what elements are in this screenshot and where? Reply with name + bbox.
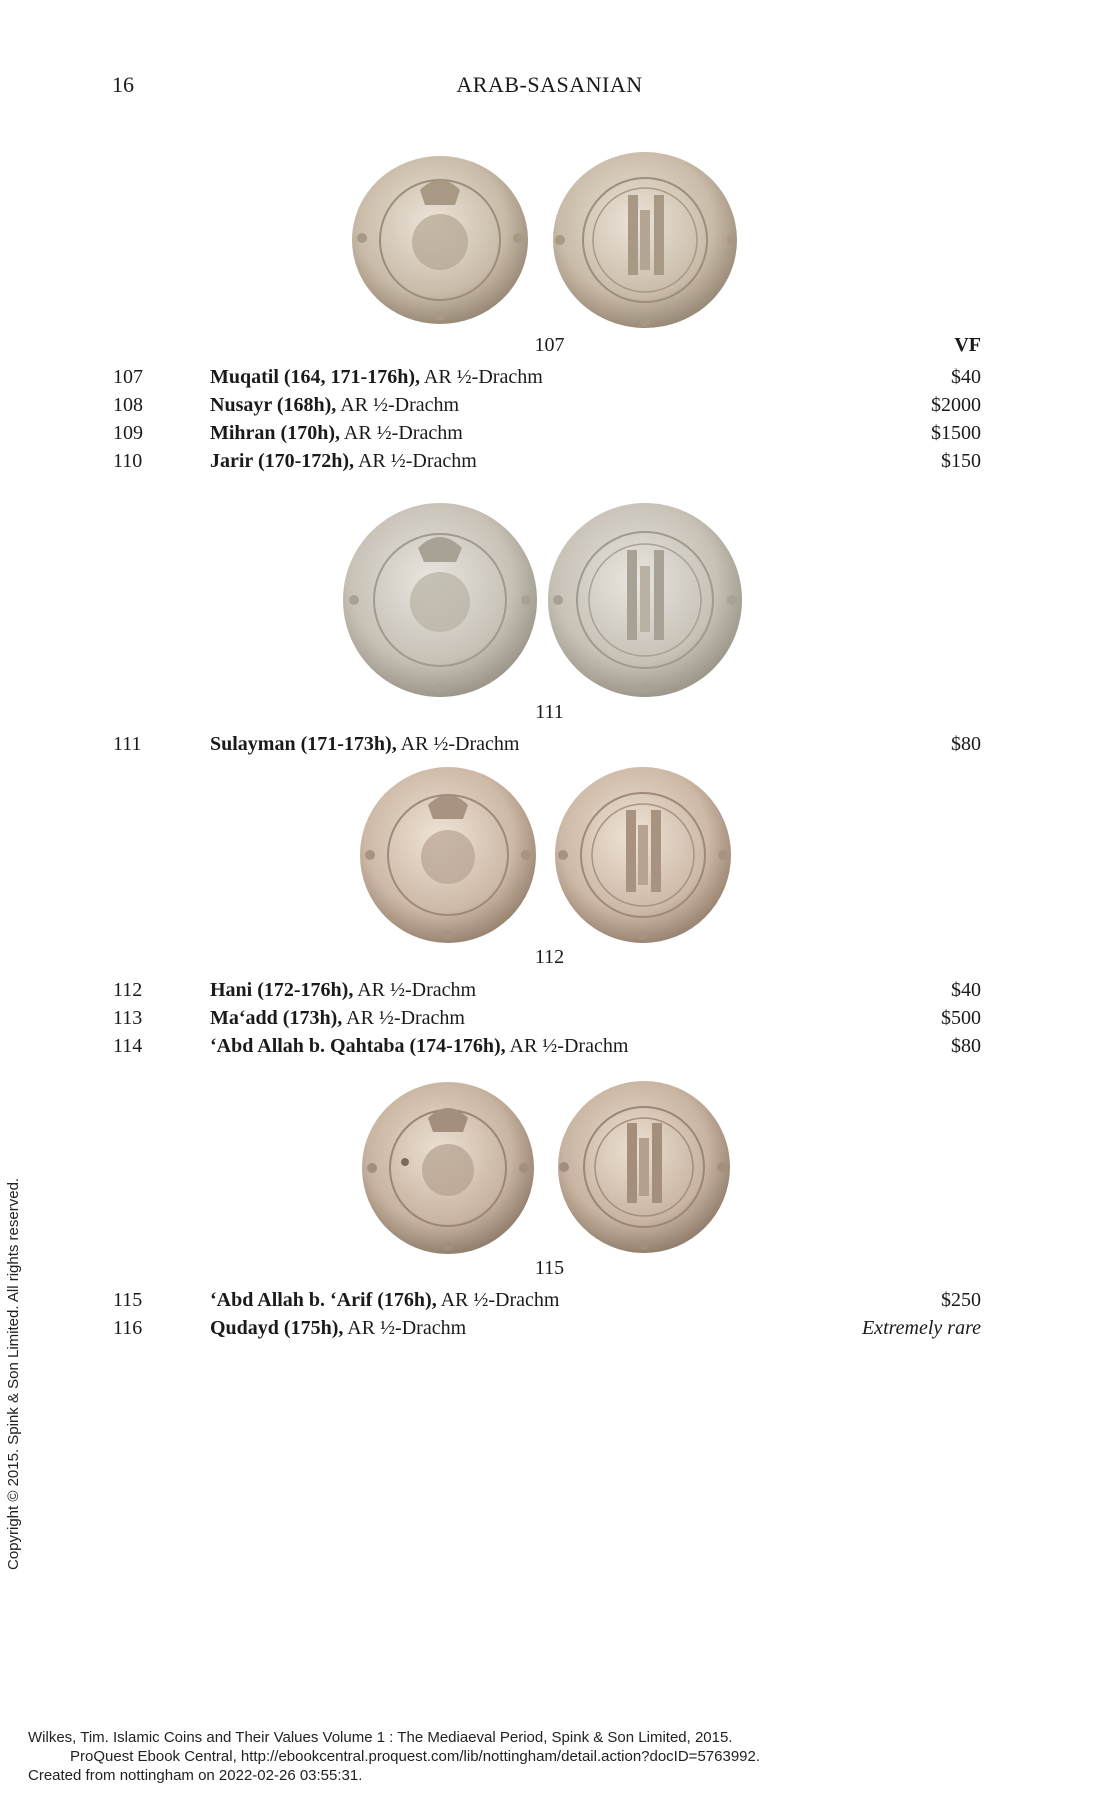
catalog-entry xyxy=(0,1317,1099,1343)
entry-type: AR ½-Drachm xyxy=(340,422,463,444)
entry-ruler: Nusayr (168h), xyxy=(210,394,337,416)
entry-ruler: Hani (172-176h), xyxy=(210,979,354,1001)
entry-number: 111 xyxy=(113,733,142,755)
entry-number: 112 xyxy=(113,979,143,1001)
figure-caption: 111 xyxy=(535,701,564,723)
figure-caption: 107 xyxy=(534,334,565,356)
entry-type: AR ½-Drachm xyxy=(342,1007,465,1029)
entry-type: AR ½-Drachm xyxy=(336,394,460,416)
citation-line: Wilkes, Tim. Islamic Coins and Their Values Volume 1 : The Mediaeval Period, Spink & Son Limited, 2015. xyxy=(28,1729,733,1746)
entry-number: 108 xyxy=(113,394,143,416)
entry-ruler: Mihran (170h), xyxy=(210,422,340,444)
entry-number: 115 xyxy=(113,1289,143,1311)
entry-ruler: Ma‘add (173h), xyxy=(210,1007,343,1029)
entry-type: AR ½-Drachm xyxy=(354,450,477,472)
citation-line: ProQuest Ebook Central, http://ebookcentral.proquest.com/lib/nottingham/detail.action?docID=5763992. xyxy=(70,1748,761,1765)
page-number: 16 xyxy=(112,72,134,97)
coin-image-107 xyxy=(350,150,740,330)
catalog-entry xyxy=(0,1289,1099,1315)
entry-price: Extremely rare xyxy=(861,1317,981,1339)
grade-column-header: VF xyxy=(954,334,981,356)
entry-price: $150 xyxy=(941,450,981,472)
entry-number: 109 xyxy=(113,422,143,444)
catalog-entry xyxy=(0,450,1099,476)
entry-number: 110 xyxy=(113,450,143,472)
entry-price: $40 xyxy=(951,979,981,1001)
entry-type: AR ½-Drachm xyxy=(436,1289,560,1311)
entry-price: $40 xyxy=(951,366,981,388)
coin-image-111 xyxy=(340,500,745,700)
coin-image-115 xyxy=(360,1080,732,1255)
running-title: ARAB-SASANIAN xyxy=(456,72,643,97)
entry-number: 114 xyxy=(113,1035,143,1057)
catalog-entry xyxy=(0,394,1099,420)
entry-ruler: ‘Abd Allah b. ‘Arif (176h), xyxy=(210,1289,437,1311)
entry-price: $500 xyxy=(941,1007,981,1029)
catalog-entry xyxy=(0,422,1099,448)
entry-type: AR ½-Drachm xyxy=(396,733,520,755)
entry-ruler: ‘Abd Allah b. Qahtaba (174-176h), xyxy=(210,1035,506,1057)
entry-price: $1500 xyxy=(931,422,981,444)
figure-caption: 115 xyxy=(534,1257,565,1279)
entry-price: $80 xyxy=(951,1035,981,1057)
entry-number: 107 xyxy=(113,366,143,388)
copyright-notice: Copyright © 2015. Spink & Son Limited. All rights reserved. xyxy=(5,1177,22,1570)
coin-image-112 xyxy=(358,765,733,945)
entry-type: AR ½-Drachm xyxy=(353,979,477,1001)
entry-ruler: Jarir (170-172h), xyxy=(210,450,355,472)
entry-type: AR ½-Drachm xyxy=(343,1317,467,1339)
entry-number: 116 xyxy=(113,1317,143,1339)
catalog-entry xyxy=(0,733,1099,759)
entry-ruler: Qudayd (175h), xyxy=(210,1317,344,1339)
catalog-entry xyxy=(0,1007,1099,1033)
entry-ruler: Muqatil (164, 171-176h), xyxy=(210,366,420,388)
entry-type: AR ½-Drachm xyxy=(505,1035,629,1057)
catalog-entry xyxy=(0,1035,1099,1061)
entry-ruler: Sulayman (171-173h), xyxy=(210,733,397,755)
catalog-entry xyxy=(0,979,1099,1005)
citation-line: Created from nottingham on 2022-02-26 03:55:31. xyxy=(28,1767,363,1784)
figure-caption: 112 xyxy=(534,946,565,968)
entry-type: AR ½-Drachm xyxy=(420,366,543,388)
entry-price: $80 xyxy=(951,733,981,755)
entry-price: $250 xyxy=(941,1289,981,1311)
entry-number: 113 xyxy=(113,1007,143,1029)
entry-price: $2000 xyxy=(931,394,981,416)
catalog-entry xyxy=(0,366,1099,392)
